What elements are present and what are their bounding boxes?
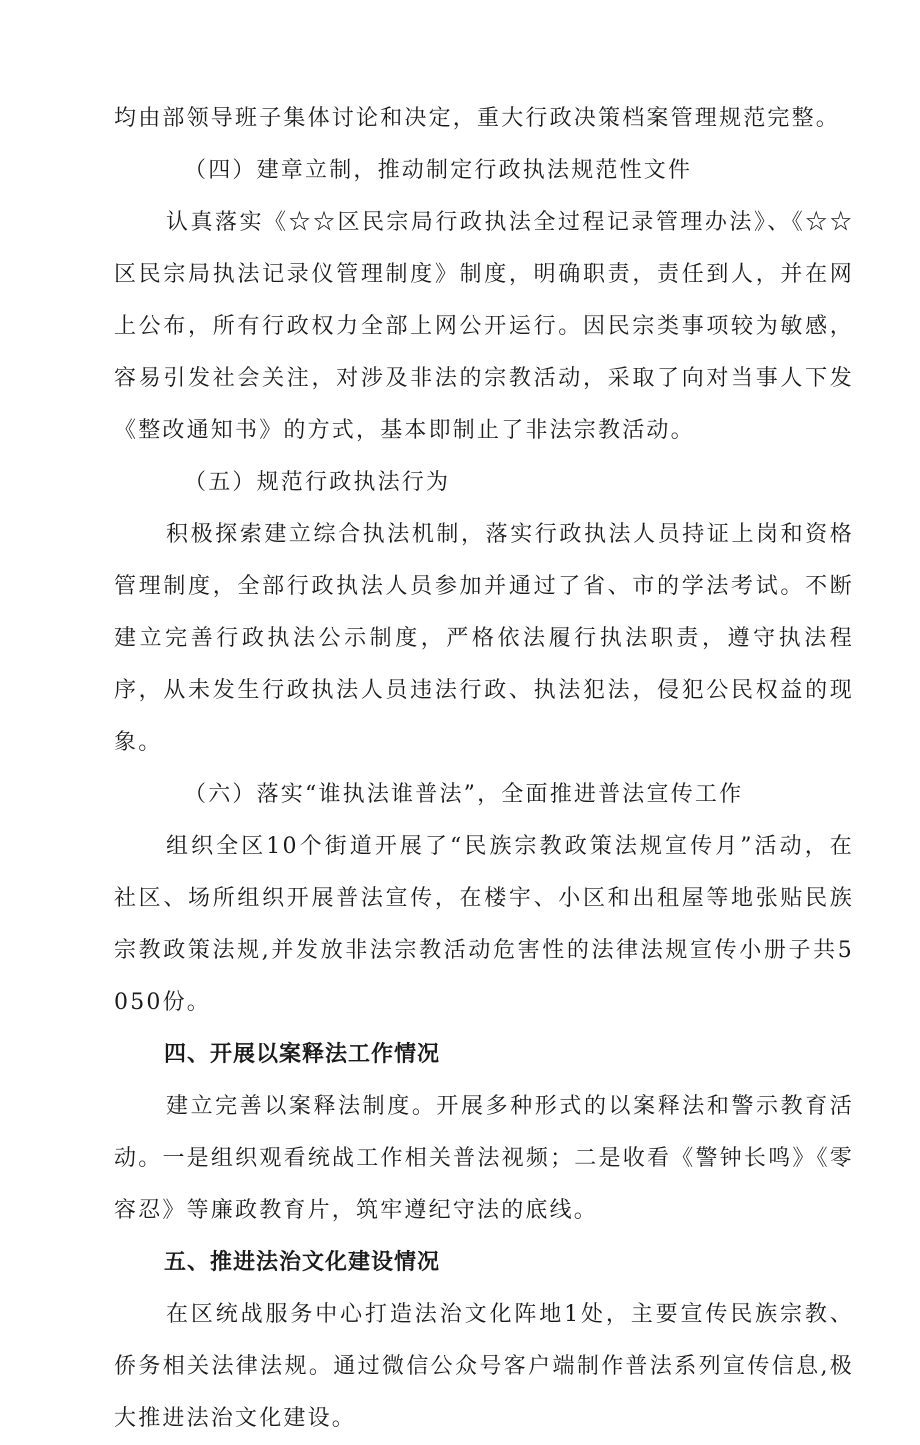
paragraph-enforcement: 积极探索建立综合执法机制，落实行政执法人员持证上岗和资格管理制度，全部行政执法人员参加并通过了省、市的学法考试。不断建立完善行政执法公示制度，严格依法履行执法职责，遵守执法程序，从未发生行政执法人员违法行政、执法犯法，侵犯公民权益的现象。 <box>114 522 854 755</box>
section-heading-5: 五、推进法治文化建设情况 <box>164 1250 441 1275</box>
paragraph-legal-culture: 在区统战服务中心打造法治文化阵地1处，主要宣传民族宗教、侨务相关法律法规。通过微信公众号客户端制作普法系列宣传信息,极大推进法治文化建设。 <box>114 1302 854 1431</box>
paragraph-decision-archive: 均由部领导班子集体讨论和决定，重大行政决策档案管理规范完整。 <box>114 106 841 131</box>
subheading-4: （四）建章立制，推动制定行政执法规范性文件 <box>184 158 693 183</box>
paragraph-regulations: 认真落实《☆☆区民宗局行政执法全过程记录管理办法》、《☆☆区民宗局执法记录仪管理制度》制度，明确职责，责任到人，并在网上公布，所有行政权力全部上网公开运行。因民宗类事项较为敏感，容易引发社会关注，对涉及非法的宗教活动，采取了向对当事人下发《整改通知书》的方式，基本即制止了非法宗教活动。 <box>114 210 854 443</box>
subheading-5: （五）规范行政执法行为 <box>184 470 451 495</box>
paragraph-publicity: 组织全区10个街道开展了“民族宗教政策法规宣传月”活动，在社区、场所组织开展普法宣传，在楼宇、小区和出租屋等地张贴民族宗教政策法规,并发放非法宗教活动危害性的法律法规宣传小册子共5050份。 <box>114 834 854 1015</box>
document-body <box>114 93 854 1445</box>
subheading-6: （六）落实“谁执法谁普法”，全面推进普法宣传工作 <box>184 782 744 807</box>
paragraph-case-law: 建立完善以案释法制度。开展多种形式的以案释法和警示教育活动。一是组织观看统战工作相关普法视频；二是收看《警钟长鸣》《零容忍》等廉政教育片，筑牢遵纪守法的底线。 <box>114 1094 854 1223</box>
section-heading-4: 四、开展以案释法工作情况 <box>164 1042 441 1067</box>
